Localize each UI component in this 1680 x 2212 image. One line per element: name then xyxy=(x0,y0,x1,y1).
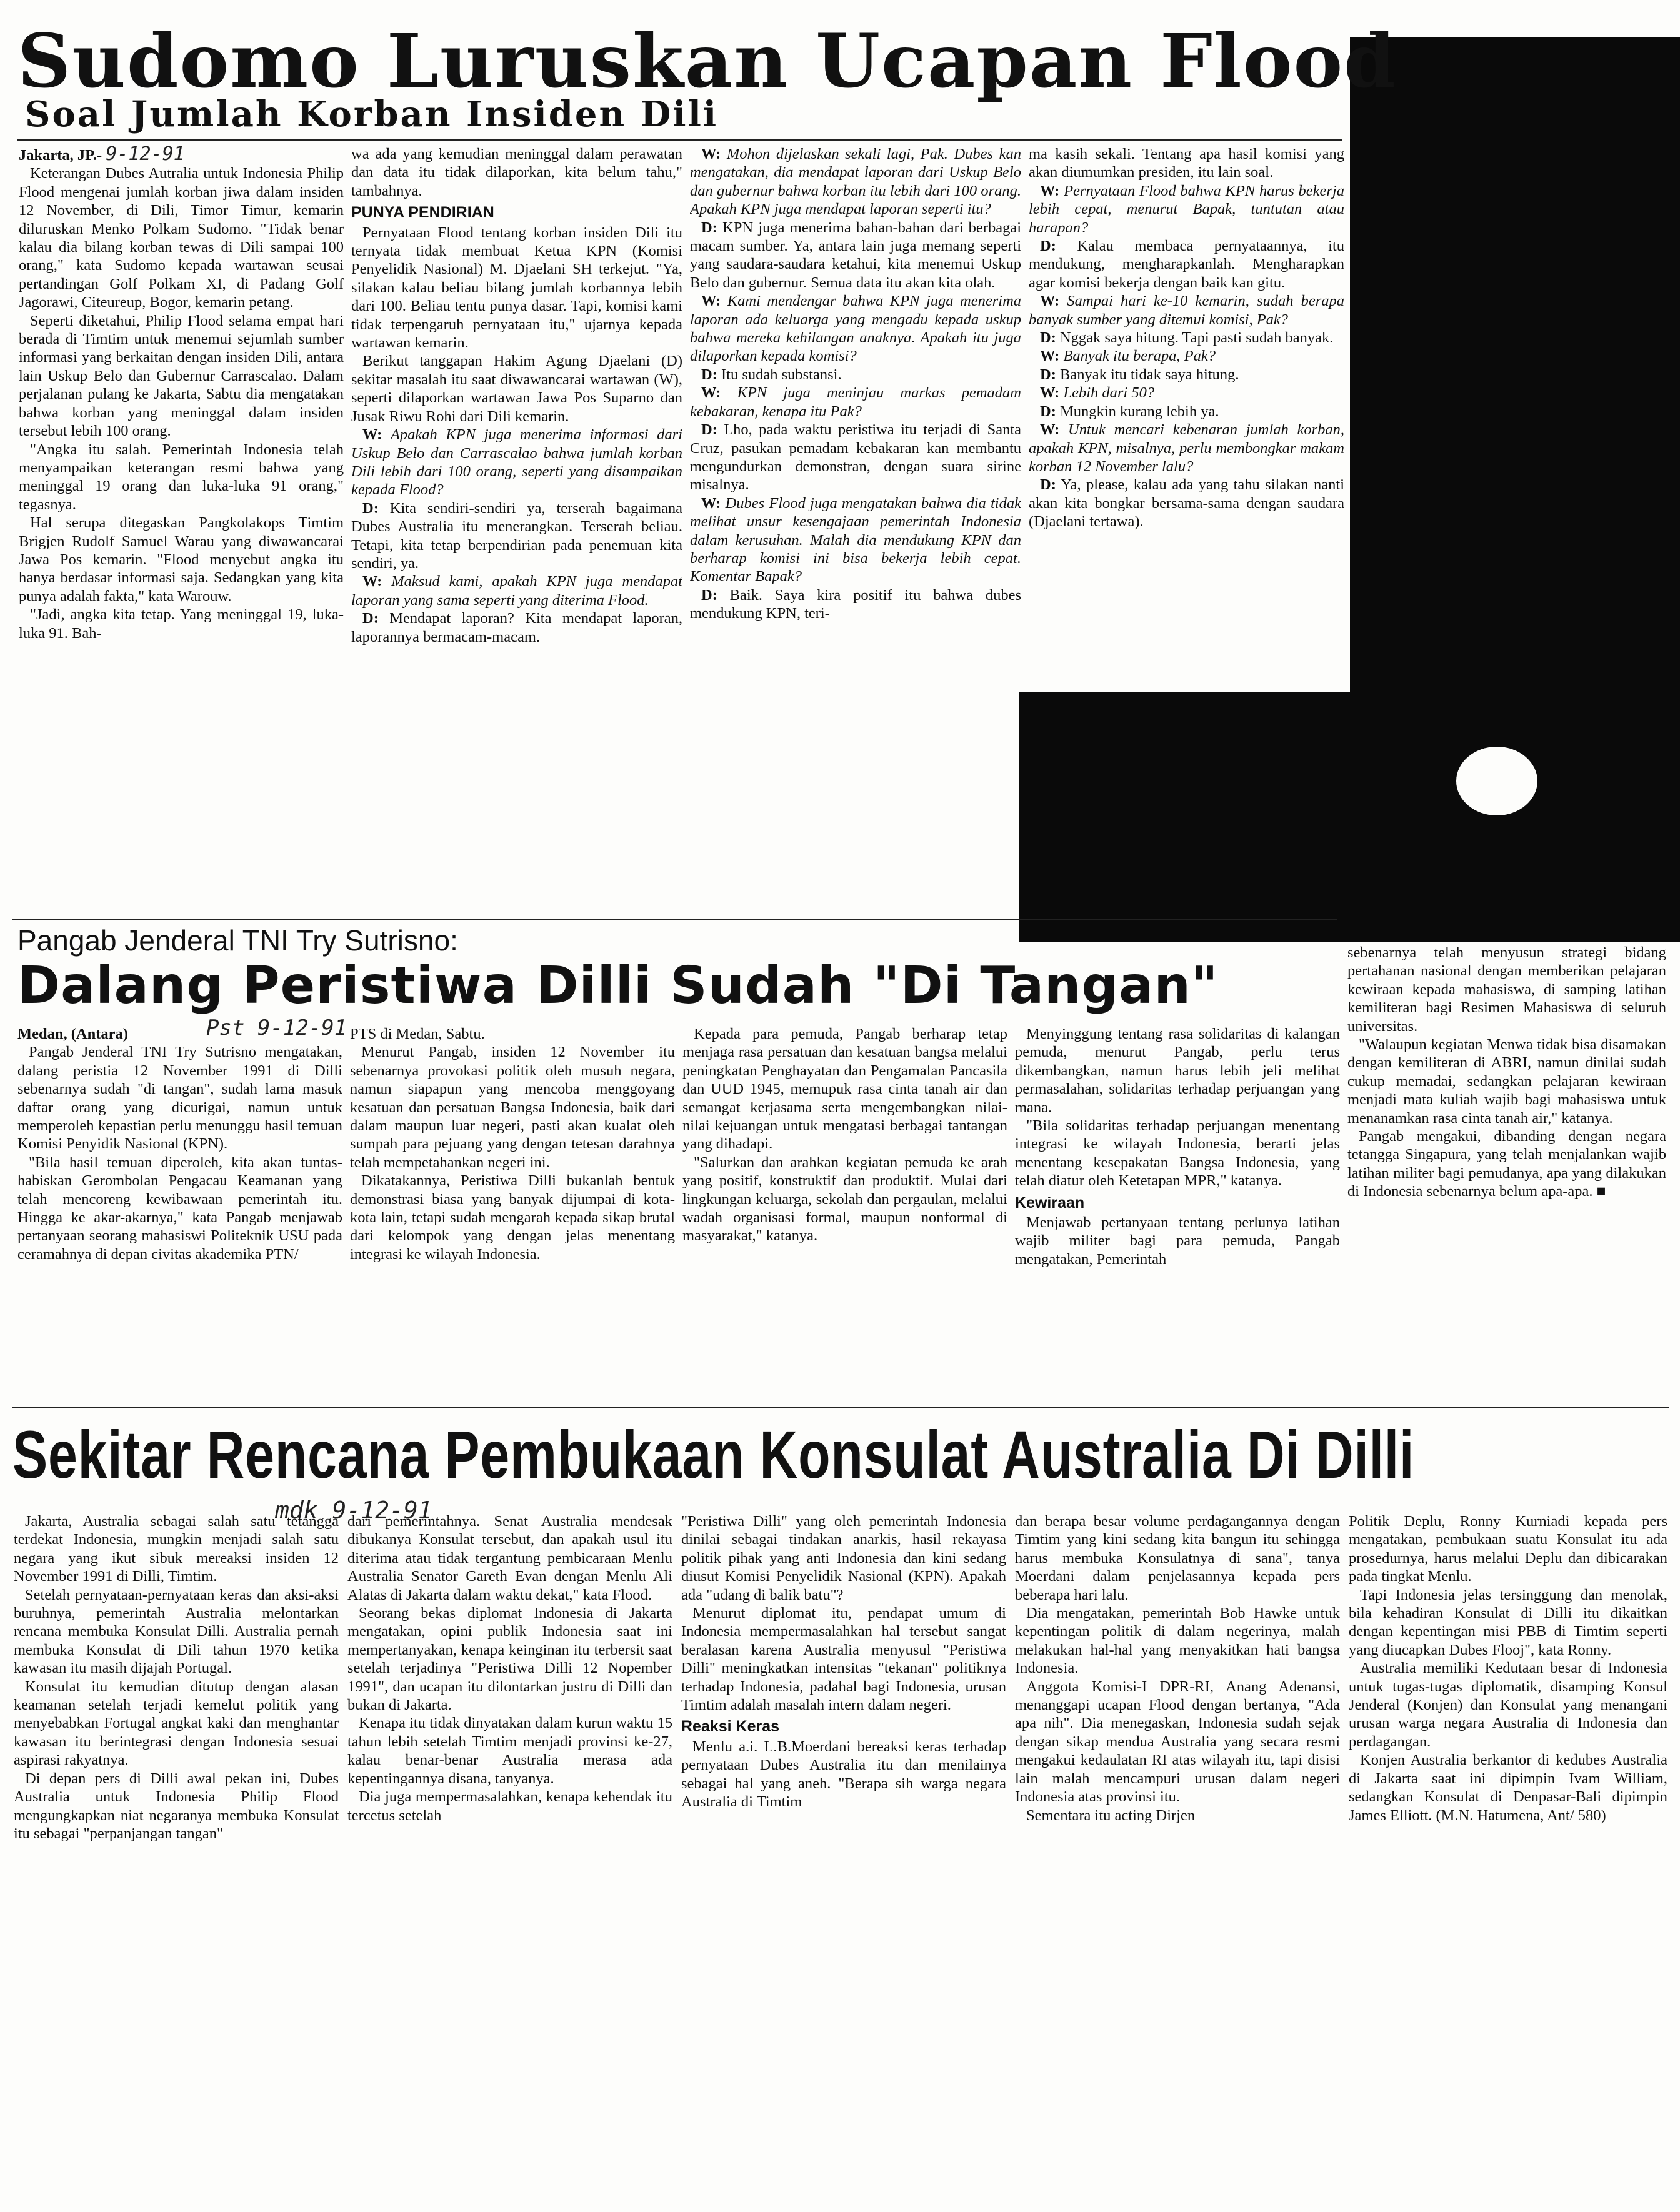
divider xyxy=(12,1407,1669,1408)
paragraph: Pangab mengakui, dibanding dengan negara tetangga Singapura, yang telah menjalankan wajib latihan militer bagi pemudanya, apa yang dilakukan di Indonesia sebenarnya belum apa-apa. ■ xyxy=(1348,1128,1666,1200)
subheading: Reaksi Keras xyxy=(681,1718,780,1736)
interview-line xyxy=(351,572,682,609)
speaker-label: W: xyxy=(1040,292,1060,310)
speaker-label: D: xyxy=(1040,402,1056,420)
interview-line xyxy=(1029,366,1344,384)
article1-column-4 xyxy=(1029,145,1344,689)
handwritten-date: Pst 9-12-91 xyxy=(206,1015,348,1040)
speaker-text: Apakah KPN juga menerima informasi dari Uskup Belo dan Carrascalao bahwa jumlah korban Dili lebih dari 100 orang, seperti yang disampaikan kepada Flood? xyxy=(351,426,682,499)
subheading: Kewiraan xyxy=(1015,1193,1085,1212)
speaker-label: D: xyxy=(362,499,379,517)
interview-line xyxy=(351,426,682,499)
speaker-label: W: xyxy=(1040,347,1060,365)
paragraph: Setelah pernyataan-pernyataan keras dan aksi-aksi buruhnya, pemerintah Australia melontarkan rencana membuka Konsulat Dilli. Australia pernah membuka Konsulat di Dili tahun 1970 ketika kawasan itu masih dijajah Portugal. xyxy=(14,1586,339,1677)
speaker-text: Lebih dari 50? xyxy=(1063,384,1155,402)
paragraph: dari pemerintahnya. Senat Australia mendesak dibukanya Konsulat tersebut, dan apakah usul itu diterima atau tidak tergantung pembicaraan Menlu Australia Senator Gareth Evan dengan Menlu Ali Alatas di Jakarta dalam waktu dekat," kata Flood. xyxy=(348,1513,672,1603)
paragraph: "Salurkan dan arahkan kegiatan pemuda ke arah yang positif, konstruktif dan produktif. Mulai dari lingkungan keluarga, sekolah dan pergaulan, melalui wadah organisasi formal, maupun nonformal di masyarakat," katanya. xyxy=(682,1153,1008,1245)
speaker-label: W: xyxy=(1040,384,1060,402)
speaker-label: D: xyxy=(1040,476,1056,494)
paragraph: sebenarnya telah menyusun strategi bidang pertahanan nasional dengan memberikan pelajaran kewiraan kepada mahasiswa, di samping latihan kemiliteran bagi Resimen Mahasiswa di seluruh universitas. xyxy=(1348,944,1666,1035)
paragraph: Menjawab pertanyaan tentang perlunya latihan wajib militer bagi para pemuda, Pangab mengatakan, Pemerintah xyxy=(1015,1214,1340,1268)
article3-column-2 xyxy=(348,1512,672,2206)
interview-line xyxy=(1029,292,1344,329)
interview-line xyxy=(690,494,1021,586)
paragraph: "Peristiwa Dilli" yang oleh pemerintah Indonesia dinilai sebagai tindakan anarkis, hasil rekayasa politik pihak yang anti Indonesia dan kini sedang diusut Komisi Penyelidik Nasional (KPN). Apakah ada "udang di balik batu"? xyxy=(681,1513,1006,1603)
interview-line xyxy=(690,219,1021,292)
speaker-label: W: xyxy=(701,146,721,162)
speaker-label: D: xyxy=(1040,366,1056,383)
paragraph: Anggota Komisi-I DPR-RI, Anang Adenansi, menanggapi ucapan Flood dengan bertanya, "Ada apa nih". Dia menegaskan, Indonesia sudah sejak dengan sikap mendua Australia yang secara resmi mengakui kedaulatan RI atas wilayah itu, tapi disisi lain malah mencampuri urusan dalam negeri Indonesia atas provinsi itu. xyxy=(1015,1678,1340,1806)
speaker-label: W: xyxy=(362,426,382,444)
speaker-label: W: xyxy=(362,573,382,590)
paragraph: "Bila solidaritas terhadap perjuangan menentang integrasi ke wilayah Indonesia, berarti jelas menentang kesepakatan Bangsa Indonesia, yang telah diatur oleh Ketetapan MPR," katanya. xyxy=(1015,1117,1340,1190)
speaker-text: Ya, please, kalau ada yang tahu silakan nanti akan kita bongkar bersama-sama dengan saudara (Djaelani tertawa). xyxy=(1029,476,1344,531)
paragraph: Di depan pers di Dilli awal pekan ini, Dubes Australia untuk Indonesia Philip Flood mengungkapkan niat negaranya membuka Konsulat itu sebagai "perpanjangan tangan" xyxy=(14,1770,339,1842)
article2-column-3 xyxy=(682,1025,1008,1400)
speaker-text: Mendapat laporan? Kita mendapat laporan, laporannya bermacam-macam. xyxy=(351,610,682,645)
article2-headline: Dalang Peristiwa Dilli Sudah "Di Tangan" xyxy=(18,956,1219,1015)
speaker-label: W: xyxy=(701,384,721,402)
scan-black-region xyxy=(1019,692,1680,942)
paragraph: Menlu a.i. L.B.Moerdani bereaksi keras terhadap pernyataan Dubes Australia itu dan menilainya sebagai hal yang aneh. "Berapa sih warga negara Australia di Timtim xyxy=(681,1738,1006,1811)
article1-headline: Sudomo Luruskan Ucapan Flood xyxy=(18,17,1397,104)
paragraph: Menyinggung tentang rasa solidaritas di kalangan pemuda, menurut Pangab, perlu terus dikembangkan, namun harus lebih jeli melihat permasalahan, solidaritas terhadap perjuangan yang mana. xyxy=(1015,1025,1340,1116)
paragraph: Dia mengatakan, pemerintah Bob Hawke untuk kepentingan politik di dalam negerinya, malah melakukan hal-hal yang menyakitkan hati bangsa Indonesia. xyxy=(1015,1605,1340,1677)
article3-column-3 xyxy=(681,1512,1006,2206)
paragraph: "Walaupun kegiatan Menwa tidak bisa disamakan dengan kemiliteran di ABRI, namun dinilai sudah cukup memadai, sedangkan pelajaran kewiraan menjadi mata kuliah wajib bagi mahasiswa untuk menanamkan rasa cinta tanah air," katanya. xyxy=(1348,1036,1666,1127)
speaker-label: D: xyxy=(701,219,718,236)
paragraph: Pernyataan Flood tentang korban insiden Dili itu ternyata tidak membuat Ketua KPN (Komisi Penyelidik Nasional) M. Djaelani SH terkejut. "Ya, silakan kalau beliau bilang jumlah korbannya lebih dari 100. Beliau tentu punya dasar. Tapi, komisi kami tidak terpengaruh pernyataan itu," ujarnya kepada wartawan kemarin. xyxy=(351,224,682,352)
dateline: Jakarta, JP.- xyxy=(19,147,102,164)
speaker-text: Maksud kami, apakah KPN juga mendapat laporan yang sama seperti yang diterima Flood. xyxy=(351,573,682,609)
interview-line xyxy=(1029,402,1344,421)
speaker-text: Untuk mencari kebenaran jumlah korban, apakah KPN, misalnya, perlu membongkar makam korban 12 November lalu? xyxy=(1029,421,1344,475)
subheading: PUNYA PENDIRIAN xyxy=(351,204,494,222)
interview-line xyxy=(351,499,682,573)
interview-line xyxy=(1029,329,1344,347)
paragraph: "Angka itu salah. Pemerintah Indonesia telah menyampaikan keterangan resmi bahwa yang meninggal 19 orang dan luka-luka 91 orang," tegasnya. xyxy=(19,441,344,513)
paragraph: Australia memiliki Kedutaan besar di Indonesia untuk tugas-tugas diplomatik, disamping Konsul Jenderal (Konjen) dan Konsulat yang menangani urusan warga negara Australia di Indonesia dan perdagangan. xyxy=(1349,1660,1668,1750)
article2-column-1 xyxy=(18,1025,342,1400)
speaker-label: W: xyxy=(701,292,721,310)
paragraph: Menurut diplomat itu, pendapat umum di Indonesia mempermasalahkan hal tersebut sangat beralasan karena Australia menyusul "Peristiwa Dilli" meningkatkan intensitas "tekanan" politiknya terhadap Indonesia, padahal bagi Indonesia, urusan Timtim adalah masalah intern dalam negeri. xyxy=(681,1605,1006,1714)
paragraph: Sementara itu acting Dirjen xyxy=(1026,1806,1196,1824)
speaker-text: Banyak itu berapa, Pak? xyxy=(1063,347,1216,365)
speaker-text: Itu sudah substansi. xyxy=(721,366,842,383)
scan-white-spot xyxy=(1456,747,1538,815)
speaker-text: Kami mendengar bahwa KPN juga menerima laporan ada keluarga yang mengadu kepada uskup bahwa mereka kehilangan anaknya. Apakah itu juga dilaporkan kepada komisi? xyxy=(690,292,1021,365)
handwritten-date: 9-12-91 xyxy=(106,145,185,165)
paragraph: Tapi Indonesia jelas tersinggung dan menolak, bila kehadiran Konsulat di Dilli itu dikaitkan dengan kepentingan misi PBB di Timtim seperti yang diucapkan Dubes Flooj", kata Ronny. xyxy=(1349,1586,1668,1658)
article1-column-3 xyxy=(690,145,1021,914)
speaker-label: D: xyxy=(701,366,718,383)
paragraph: Menurut Pangab, insiden 12 November itu sebenarnya provokasi politik oleh musuh negara, namun siapapun yang mencoba menggoyang kesatuan dan persatuan Bangsa Indonesia, baik dari dalam maupun luar negeri, pasti akan kualat oleh sumpah para pejuang yang dengan tetesan darahnya telah mempetahankan negeri ini. xyxy=(350,1044,675,1171)
paragraph: Hal serupa ditegaskan Pangkolakops Timtim Brigjen Rudolf Samuel Warau yang diwawancarai Jawa Pos kemarin. "Flood menyebut angka itu hanya berdasar informasi saja. Sedangkan yang kita punya adalah fakta," kata Warouw. xyxy=(19,514,344,605)
speaker-text: Dubes Flood juga mengatakan bahwa dia tidak melihat unsur kesengajaan pemerintah Indonesia dalam kerusuhan. Malah dia mendukung KPN dan berharap komisi ini bisa bekerja lebih cepat. Komentar Bapak? xyxy=(690,494,1021,585)
paragraph: Konsulat itu kemudian ditutup dengan alasan keamanan setelah terjadi kemelut politik yang menyebabkan Fortugal angkat kaki dan menghantar kawasan itu berintegrasi dengan Indonesia sesuai aspirasi rakyatnya. xyxy=(14,1678,339,1769)
paragraph: "Bila hasil temuan diperoleh, kita akan tuntas-habiskan Gerombolan Pengacau Keamanan yang telah mencoreng kewibawaan pemerintah itu. Hingga ke akar-akarnya," kata Pangab menjawab pertanyaan seorang mahasiswi Politeknik USU pada ceramahnya di depan civitas akademika PTN/ xyxy=(18,1153,342,1263)
speaker-label: W: xyxy=(1040,182,1060,199)
article2-column-2 xyxy=(350,1025,675,1400)
article1-column-2 xyxy=(351,145,682,914)
speaker-label: D: xyxy=(1040,237,1056,255)
speaker-text: Kita sendiri-sendiri ya, terserah bagaimana Dubes Australia itu menerangkan. Terserah beliau. Tetapi, kita tetap berpendirian pada penemuan kita sendiri, ya. xyxy=(351,499,682,572)
paragraph: dan berapa besar volume perdagangannya dengan Timtim yang kini sedang kita bangun itu sehingga harus membuka Konsulatnya di sana", tanya Moerdani dalam penjelasannya kepada pers beberapa hari lalu. xyxy=(1015,1513,1340,1603)
paragraph: Konjen Australia berkantor di kedubes Australia di Jakarta saat ini dipimpin Ivam William, sedangkan Konsulat di Denpasar-Bali dipimpin James Elliott. (M.N. Hatumena, Ant/ 580) xyxy=(1349,1751,1668,1824)
interview-line xyxy=(1029,347,1344,365)
paragraph: Keterangan Dubes Autralia untuk Indonesia Philip Flood mengenai jumlah korban jiwa dalam insiden 12 November, di Dili, Timor Timur, kemarin diluruskan Menko Polkam Sudomo. "Tidak benar kalau dia bilang korban tewas di Dili sampai 100 orang," kata Sudomo kepada wartawan seusai pertandingan Golf Polkam XI, di Padang Golf Jagorawi, Citeureup, Bogor, kemarin petang. xyxy=(19,165,344,311)
paragraph: Dia juga mempermasalahkan, kenapa kehendak itu tercetus setelah xyxy=(348,1788,672,1824)
speaker-text: Baik. Saya kira positif itu bahwa dubes mendukung KPN, teri- xyxy=(690,586,1021,622)
speaker-label: D: xyxy=(701,586,718,604)
paragraph: Seperti diketahui, Philip Flood selama empat hari berada di Timtim untuk menemui sejumlah sumber informasi yang berkaitan dengan insiden Dili, antara lain Uskup Belo dan Gubernur Carrascalao. Dalam perjalanan pulang ke Jakarta, Sabtu dia mengatakan bahwa korban yang meninggal dalam insiden tersebut lebih 100 orang. xyxy=(19,312,344,440)
article3-column-4 xyxy=(1015,1512,1340,2206)
paragraph: Pangab Jenderal TNI Try Sutrisno mengatakan, dalang peristia 12 November 1991 di Dilli sebenarnya sudah "di tangan", sudah lama masuk daftar orang yang dicurigai, namun untuk memperoleh kepastian perlu menunggu hasil temuan Komisi Penyidik Nasional (KPN). xyxy=(18,1044,342,1153)
paragraph: "Jadi, angka kita tetap. Yang meninggal 19, luka-luka 91. Bah- xyxy=(19,606,344,642)
speaker-label: D: xyxy=(1040,329,1056,347)
interview-line xyxy=(1029,421,1344,476)
speaker-label: W: xyxy=(701,494,721,512)
speaker-text: Mohon dijelaskan sekali lagi, Pak. Dubes kan mengatakan, dia mendapat laporan dari Uskup Belo dan gubernur bahwa korban itu lebih dari 100 orang. Apakah KPN juga mendapat laporan seperti itu? xyxy=(690,146,1021,218)
paragraph: ma kasih sekali. Tentang apa hasil komisi yang akan diumumkan presiden, itu lain soal. xyxy=(1029,146,1344,181)
dateline-tail: PTS di Medan, Sabtu. xyxy=(350,1025,485,1042)
speaker-text: Lho, pada waktu peristiwa itu terjadi di Santa Cruz, pasukan pemadam kebakaran kan membantu mengundurkan demonstran, dengan suara sirine misalnya. xyxy=(690,421,1021,494)
paragraph: Seorang bekas diplomat Indonesia di Jakarta mengatakan, opini publik Indonesia saat ini mempertanyakan, kenapa keinginan itu terbersit saat setelah terjadinya "Peristiwa Dilli 12 Nopember 1991", dan ucapan itu dilontarkan justru di Dilli dan bukan di Jakarta. xyxy=(348,1605,672,1714)
interview-line xyxy=(690,384,1021,421)
speaker-label: D: xyxy=(701,421,718,439)
interview-line xyxy=(690,586,1021,623)
speaker-text: Kalau membaca pernyataannya, itu mendukung, mengharapkanlah. Mengharapkan agar komisi bekerja dengan baik kan gitu. xyxy=(1029,237,1344,291)
speaker-text: Nggak saya hitung. Tapi pasti sudah banyak. xyxy=(1059,329,1334,347)
article3-column-5 xyxy=(1349,1512,1668,2206)
dateline: Medan, (Antara) xyxy=(18,1025,128,1042)
paragraph: Dikatakannya, Peristiwa Dilli bukanlah bentuk demonstrasi biasa yang banyak dijumpai di kota-kota lain, tetapi sudah mengarah kepada sikap brutal dari kelompok yang dengan jelas menentang integrasi ke wilayah Indonesia. xyxy=(350,1172,675,1263)
paragraph: wa ada yang kemudian meninggal dalam perawatan dan data itu tidak dilaporkan, kita belum tahu," tambahnya. xyxy=(351,146,682,199)
speaker-text: Sampai hari ke-10 kemarin, sudah berapa banyak sumber yang ditemui komisi, Pak? xyxy=(1029,292,1344,328)
interview-line xyxy=(690,292,1021,366)
speaker-text: KPN juga meninjau markas pemadam kebakaran, kenapa itu Pak? xyxy=(690,384,1021,420)
interview-line xyxy=(1029,237,1344,292)
speaker-text: KPN juga menerima bahan-bahan dari berbagai macam sumber. Ya, antara lain juga memang seperti yang saudara-saudara ketahui, kita menemui Uskup Belo dan gubernur. Semua data itu akan kita olah. xyxy=(690,219,1021,291)
paragraph: Kenapa itu tidak dinyatakan dalam kurun waktu 15 tahun lebih setelah Timtim menjadi provinsi ke-27, kalau benar-benar Australia merasa ada kepentingannya disana, tanyanya. xyxy=(348,1715,672,1787)
speaker-text: Mungkin kurang lebih ya. xyxy=(1059,402,1219,420)
paragraph: Kepada para pemuda, Pangab berharap tetap menjaga rasa persatuan dan kesatuan bangsa melalui peningkatan Penghayatan dan Pengamalan Pancasila dan UUD 1945, memupuk rasa cinta tanah air dan semangat kerjasama serta mengembangkan nilai-nilai kejuangan untuk mengatasi berbagai tantangan yang dihadapi. xyxy=(682,1025,1008,1153)
divider xyxy=(12,919,1338,920)
divider xyxy=(18,139,1342,141)
speaker-text: Pernyataan Flood bahwa KPN harus bekerja lebih cepat, menurut Bapak, tuntutan atau harapan? xyxy=(1029,182,1344,236)
article3-headline: Sekitar Rencana Pembukaan Konsulat Australia Di Dilli xyxy=(12,1417,1415,1492)
article2-kicker: Pangab Jenderal TNI Try Sutrisno: xyxy=(18,924,458,957)
speaker-text: Banyak itu tidak saya hitung. xyxy=(1059,366,1239,383)
article2-column-4 xyxy=(1015,1025,1340,1400)
scan-black-region xyxy=(1350,37,1680,700)
paragraph: Berikut tanggapan Hakim Agung Djaelani (D) sekitar masalah itu saat diwawancarai wartawan (W), seperti dilaporkan wartawan Jawa Pos Suparno dan Jusak Riwu Rohi dari Dili kemarin. xyxy=(351,352,682,425)
handwritten-date: mdk 9-12-91 xyxy=(275,1497,432,1524)
article1-column-1 xyxy=(19,145,344,914)
interview-line xyxy=(690,421,1021,494)
article3-column-1 xyxy=(14,1512,339,2206)
interview-line xyxy=(690,366,1021,384)
interview-line xyxy=(690,145,1021,219)
paragraph: Politik Deplu, Ronny Kurniadi kepada pers mengatakan, pembukaan suatu Konsulat itu ada prosedurnya, harus melalui Deplu dan dibicarakan pada tingkat Menlu. xyxy=(1349,1513,1668,1585)
speaker-label: D: xyxy=(362,610,379,627)
interview-line xyxy=(1029,384,1344,402)
article1-subheadline: Soal Jumlah Korban Insiden Dili xyxy=(25,94,719,135)
interview-line xyxy=(1029,476,1344,531)
interview-line xyxy=(1029,182,1344,237)
paragraph: Jakarta, Australia sebagai salah satu tetangga terdekat Indonesia, mungkin menjadi salah satu negara yang ikut sibuk mereaksi insiden 12 November 1991 di Dilli, Timtim. xyxy=(14,1513,339,1585)
interview-line xyxy=(351,609,682,646)
speaker-label: W: xyxy=(1040,421,1060,439)
article2-column-5 xyxy=(1348,944,1666,1400)
